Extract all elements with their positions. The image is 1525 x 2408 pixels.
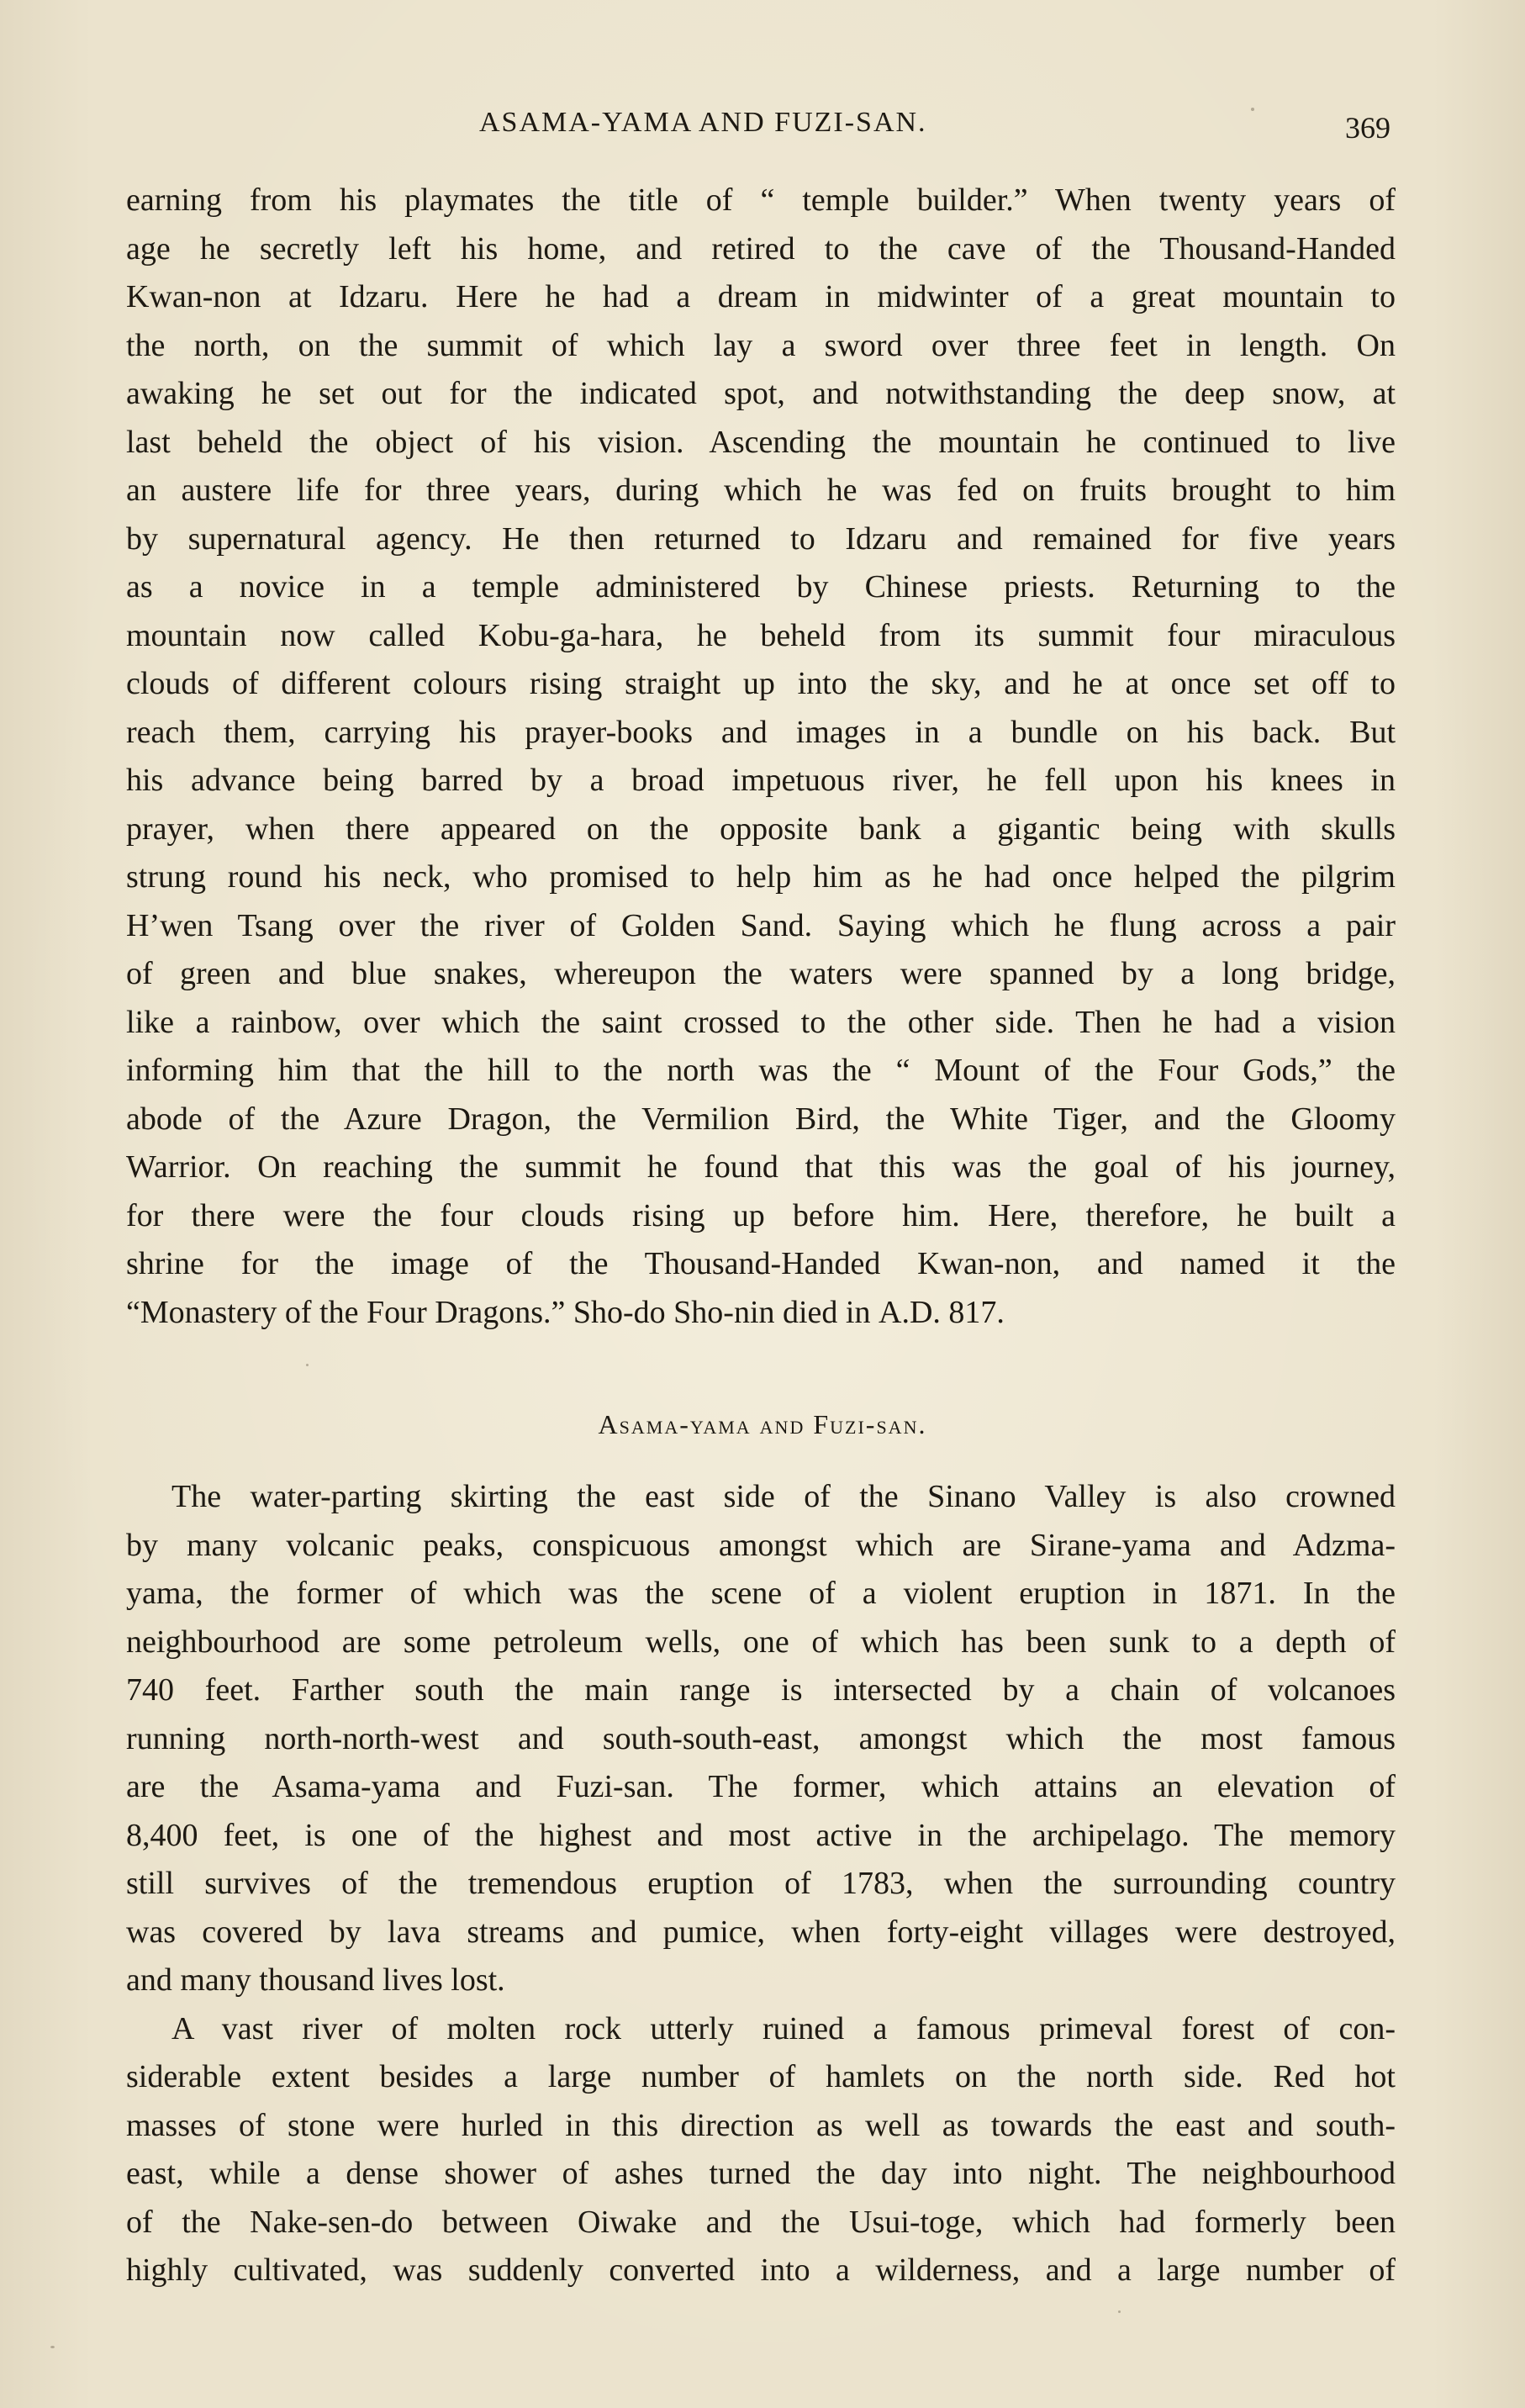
paper-speck (50, 2346, 55, 2348)
text-line: shrine for the image of the Thousand-Handed Kwan-non, and named it the (126, 1246, 1396, 1281)
text-line: earning from his playmates the title of “ temple builder.” When twenty years of (126, 182, 1396, 218)
text-line: mountain now called Kobu-ga-hara, he beheld from its summit four miraculous (126, 617, 1396, 653)
text-line: informing him that the hill to the north was the “ Mount of the Four Gods,” the (126, 1053, 1396, 1088)
text-line: by supernatural agency. He then returned to Idzaru and remained for five years (126, 520, 1396, 557)
text-line: 740 feet. Farther south the main range is intersected by a chain of volcanoes (126, 1672, 1396, 1708)
text-line: running north-north-west and south-south-east, amongst which the most famous (126, 1720, 1396, 1756)
text-line: age he secretly left his home, and retired to the cave of the Thousand-Handed (126, 230, 1396, 267)
text-line: 8,400 feet, is one of the highest and most active in the archipelago. The memory (126, 1817, 1396, 1853)
text-line: by many volcanic peaks, conspicuous amongst which are Sirane-yama and Adzma- (126, 1527, 1396, 1563)
final-line-text: “Monastery of the Four Dragons.” Sho-do Sho-nin died in (126, 1294, 879, 1330)
paper-speck (1251, 108, 1254, 111)
text-line: and many thousand lives lost. (126, 1962, 505, 1998)
section-body (126, 1473, 1396, 2295)
text-line: strung round his neck, who promised to help him as he had once helped the pilgrim (126, 859, 1396, 895)
text-line: abode of the Azure Dragon, the Vermilion Bird, the White Tiger, and the Gloomy (126, 1101, 1396, 1137)
era-abbreviation: A.D. (879, 1294, 941, 1330)
text-line: masses of stone were hurled in this direction as well as towards the east and south- (126, 2107, 1396, 2143)
text-line: neighbourhood are some petroleum wells, one of which has been sunk to a depth of (126, 1624, 1396, 1660)
text-line: prayer, when there appeared on the opposite bank a gigantic being with skulls (126, 811, 1396, 847)
text-line: clouds of different colours rising straight up into the sky, and he at once set off to (126, 666, 1396, 701)
text-line: of green and blue snakes, whereupon the waters were spanned by a long bridge, (126, 956, 1396, 991)
text-line: A vast river of molten rock utterly ruined a famous primeval forest of con- (171, 2010, 1396, 2046)
paper-speck (306, 1364, 309, 1366)
text-line: for there were the four clouds rising up before him. Here, therefore, he built a (126, 1197, 1396, 1233)
text-line: Warrior. On reaching the summit he found that this was the goal of his journey, (126, 1149, 1396, 1185)
text-line: Kwan-non at Idzaru. Here he had a dream in midwinter of a great mountain to (126, 279, 1396, 314)
text-line: The water-parting skirting the east side of the Sinano Valley is also crowned (171, 1479, 1396, 1514)
text-line: last beheld the object of his vision. Ascending the mountain he continued to live (126, 424, 1396, 460)
text-line: H’wen Tsang over the river of Golden Sand. Saying which he flung across a pair (126, 907, 1396, 943)
text-line: as a novice in a temple administered by Chinese priests. Returning to the (126, 569, 1396, 605)
page-number: 369 (1345, 111, 1390, 145)
text-line: yama, the former of which was the scene of a violent eruption in 1871. In the (126, 1576, 1396, 1611)
text-line: siderable extent besides a large number of hamlets on the north side. Red hot (126, 2059, 1396, 2094)
running-title: ASAMA-YAMA AND FUZI-SAN. (479, 107, 927, 138)
section-heading: Asama-yama and Fuzi-san. (598, 1409, 927, 1439)
running-header (0, 104, 1525, 155)
text-line: are the Asama-yama and Fuzi-san. The former, which attains an elevation of (126, 1769, 1396, 1804)
continued-paragraph (126, 177, 1396, 1337)
text-line: highly cultivated, was suddenly converted into a wilderness, and a large number of (126, 2252, 1396, 2288)
text-line: awaking he set out for the indicated spot, and notwithstanding the deep snow, at (126, 376, 1396, 411)
text-line: reach them, carrying his prayer-books and images in a bundle on his back. But (126, 714, 1396, 750)
paper-speck (1118, 2310, 1121, 2313)
text-line: an austere life for three years, during which he was fed on fruits brought to him (126, 473, 1396, 508)
text-line: of the Nake-sen-do between Oiwake and the Usui-toge, which had formerly been (126, 2204, 1396, 2240)
text-line: was covered by lava streams and pumice, when forty-eight villages were destroyed, (126, 1914, 1396, 1950)
text-line: his advance being barred by a broad impetuous river, he fell upon his knees in (126, 763, 1396, 798)
text-line: still survives of the tremendous eruption of 1783, when the surrounding country (126, 1866, 1396, 1901)
text-line: the north, on the summit of which lay a sword over three feet in length. On (126, 327, 1396, 363)
text-line: like a rainbow, over which the saint crossed to the other side. Then he had a vision (126, 1004, 1396, 1040)
text-line-final (126, 1289, 1396, 1338)
final-line-year: 817. (940, 1294, 1005, 1330)
text-line: east, while a dense shower of ashes turned the day into night. The neighbourhood (126, 2156, 1396, 2191)
